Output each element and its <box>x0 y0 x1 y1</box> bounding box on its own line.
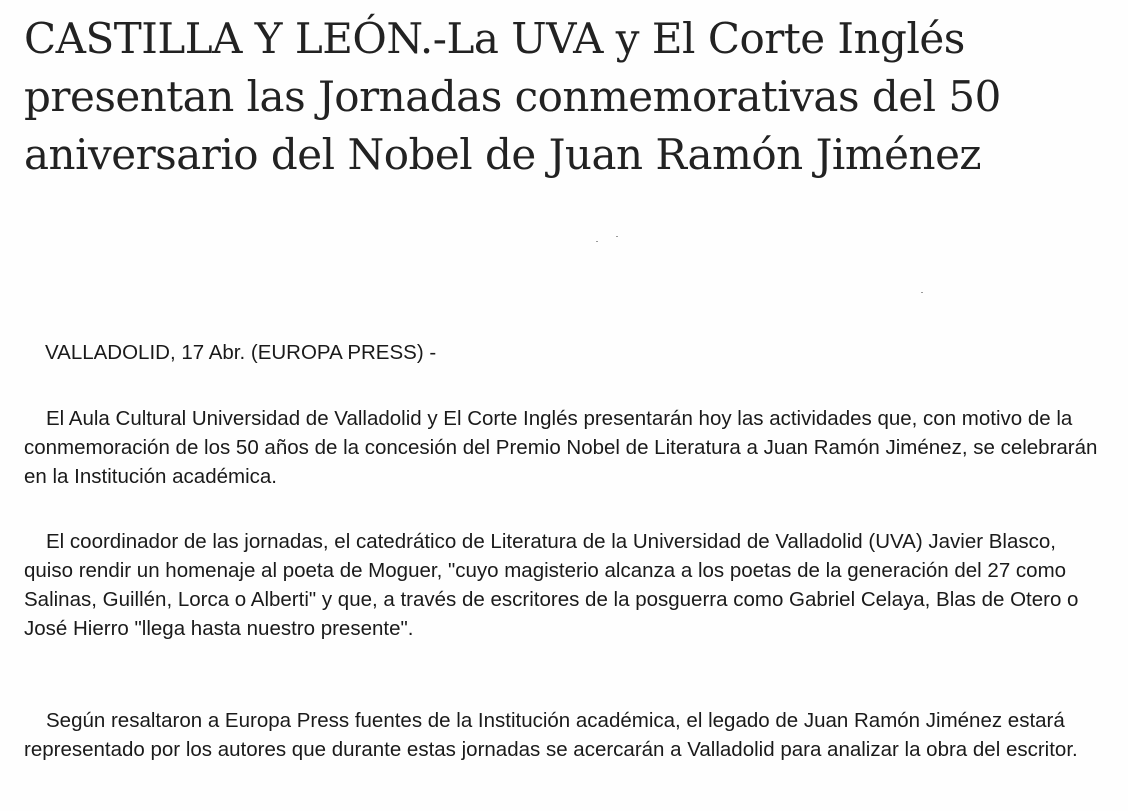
headline: CASTILLA Y LEÓN.-La UVA y El Corte Inglés presentan las Jornadas conmemorativas del 50 aniversario del Nobel de Juan Ramón Jiménez <box>24 14 1001 179</box>
scan-speck <box>921 292 923 293</box>
scan-speck <box>616 236 618 237</box>
body-paragraph-1: El Aula Cultural Universidad de Valladolid y El Corte Inglés presentarán hoy las actividades que, con motivo de la conmemoración de los 50 años de la concesión del Premio Nobel de Literatura a Juan Ramón Jiménez, se celebrarán en la Institución académica. <box>24 407 1098 488</box>
dateline: VALLADOLID, 17 Abr. (EUROPA PRESS) - <box>45 341 437 364</box>
body-paragraph-2: El coordinador de las jornadas, el catedrático de Literatura de la Universidad de Valladolid (UVA) Javier Blasco, quiso rendir un homenaje al poeta de Moguer, "cuyo magisterio alcanza a los poetas de la generación del 27 como Salinas, Guillén, Lorca o Alberti" y que, a través de escritores de la posguerra como Gabriel Celaya, Blas de Otero o José Hierro "llega hasta nuestro presente". <box>24 530 1079 640</box>
body-paragraph-3: Según resaltaron a Europa Press fuentes de la Institución académica, el legado de Juan Ramón Jiménez estará representado por los autores que durante estas jornadas se acercarán a Valladolid para analizar la obra del escritor. <box>24 709 1078 761</box>
scan-speck <box>596 241 598 242</box>
